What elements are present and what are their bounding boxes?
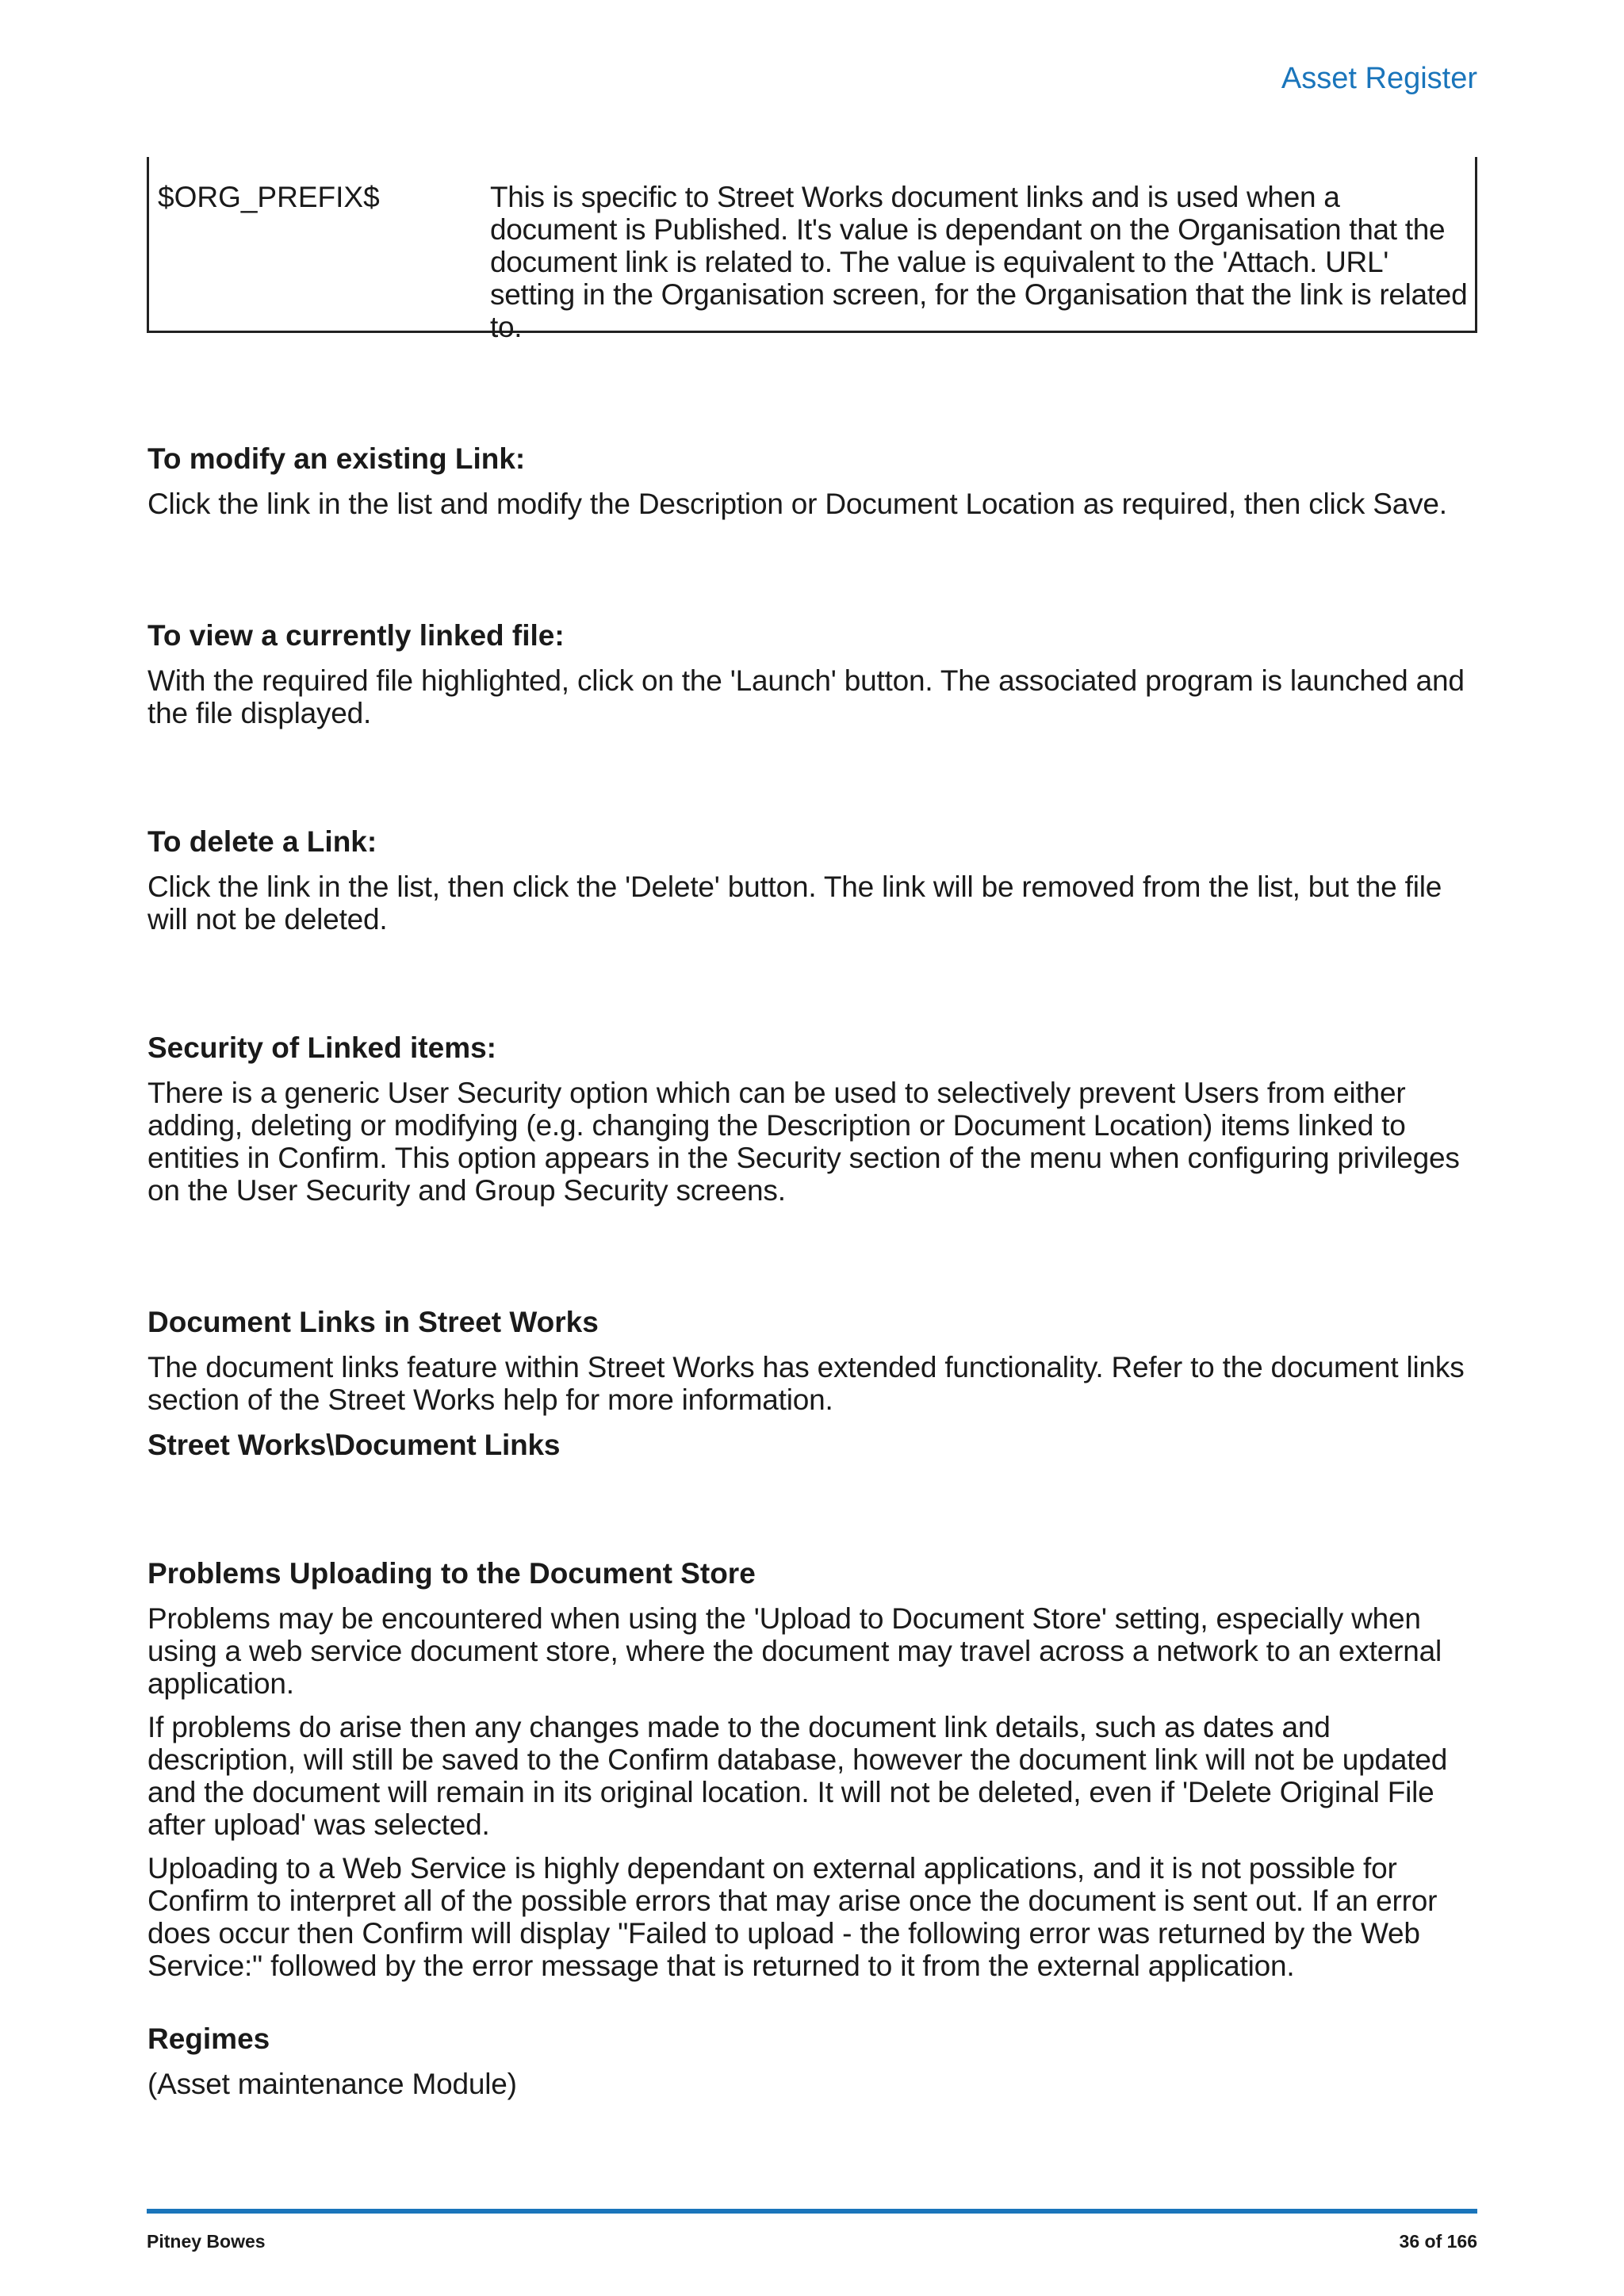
section-paragraph: Click the link in the list, then click the 'Delete' button. The link will be removed from the list, but the file will not be deleted.: [147, 871, 1442, 936]
footer-page-number: 36 of 166: [1399, 2231, 1477, 2252]
section-paragraph: Click the link in the list and modify the Description or Document Location as required, then click Save.: [147, 488, 1447, 520]
variable-description: This is specific to Street Works document links and is used when a document is Published. It's value is dependant on the Organisation that the document link is related to. The value is equivalent to the 'Attach. URL' setting in the Organisation screen, for the Organisation that the link is related to.: [490, 181, 1468, 343]
section-paragraph: With the required file highlighted, click on the 'Launch' button. The associated program is launched and the file displayed.: [147, 664, 1465, 729]
section-heading: To modify an existing Link:: [147, 442, 526, 475]
section-street-works: [147, 1305, 1480, 1461]
section-heading: To view a currently linked file:: [147, 619, 565, 652]
section-paragraph: There is a generic User Security option which can be used to selectively prevent Users from either adding, deleting or modifying (e.g. changing the Description or Document Location) items linked to entities in Confirm. This option appears in the Security section of the menu when configuring privileges on the User Security and Group Security screens.: [147, 1077, 1460, 1207]
section-heading: Document Links in Street Works: [147, 1306, 599, 1338]
section-upload-problems: [147, 1556, 1480, 1982]
section-heading: To delete a Link:: [147, 825, 377, 858]
section-paragraph: If problems do arise then any changes made to the document link details, such as dates and description, will still be saved to the Confirm database, however the document link will not be updated and the document will remain in its original location. It will not be deleted, even if 'Delete Original File after upload' was selected.: [147, 1711, 1448, 1841]
section-paragraph: Uploading to a Web Service is highly dependant on external applications, and it is not possible for Confirm to interpret all of the possible errors that may arise once the document is sent out. If an error does occur then Confirm will display "Failed to upload - the following error was returned by the Web Service:" followed by the error message that is returned to it from the external application.: [147, 1852, 1438, 1982]
footer-company: Pitney Bowes: [147, 2231, 266, 2252]
footer-divider: [147, 2209, 1477, 2214]
section-heading: Security of Linked items:: [147, 1031, 496, 1064]
section-regimes: [147, 2022, 1480, 2100]
street-works-link[interactable]: Street Works\Document Links: [147, 1429, 561, 1461]
variable-name: $ORG_PREFIX$: [158, 181, 380, 213]
section-view-file: [147, 618, 1480, 729]
document-body: [147, 442, 1480, 2100]
section-modify-link: [147, 442, 1480, 520]
page-header-title: Asset Register: [1281, 62, 1477, 95]
section-paragraph: The document links feature within Street Works has extended functionality. Refer to the document links section of the Street Works help for more information.: [147, 1351, 1465, 1416]
section-delete-link: [147, 825, 1480, 936]
section-security: [147, 1031, 1480, 1207]
variable-table: [147, 157, 1477, 343]
section-heading: Problems Uploading to the Document Store: [147, 1557, 756, 1590]
section-heading: Regimes: [147, 2022, 270, 2055]
section-paragraph: Problems may be encountered when using the 'Upload to Document Store' setting, especially when using a web service document store, where the document may travel across a network to an external application.: [147, 1602, 1442, 1700]
section-paragraph: (Asset maintenance Module): [147, 2068, 517, 2100]
